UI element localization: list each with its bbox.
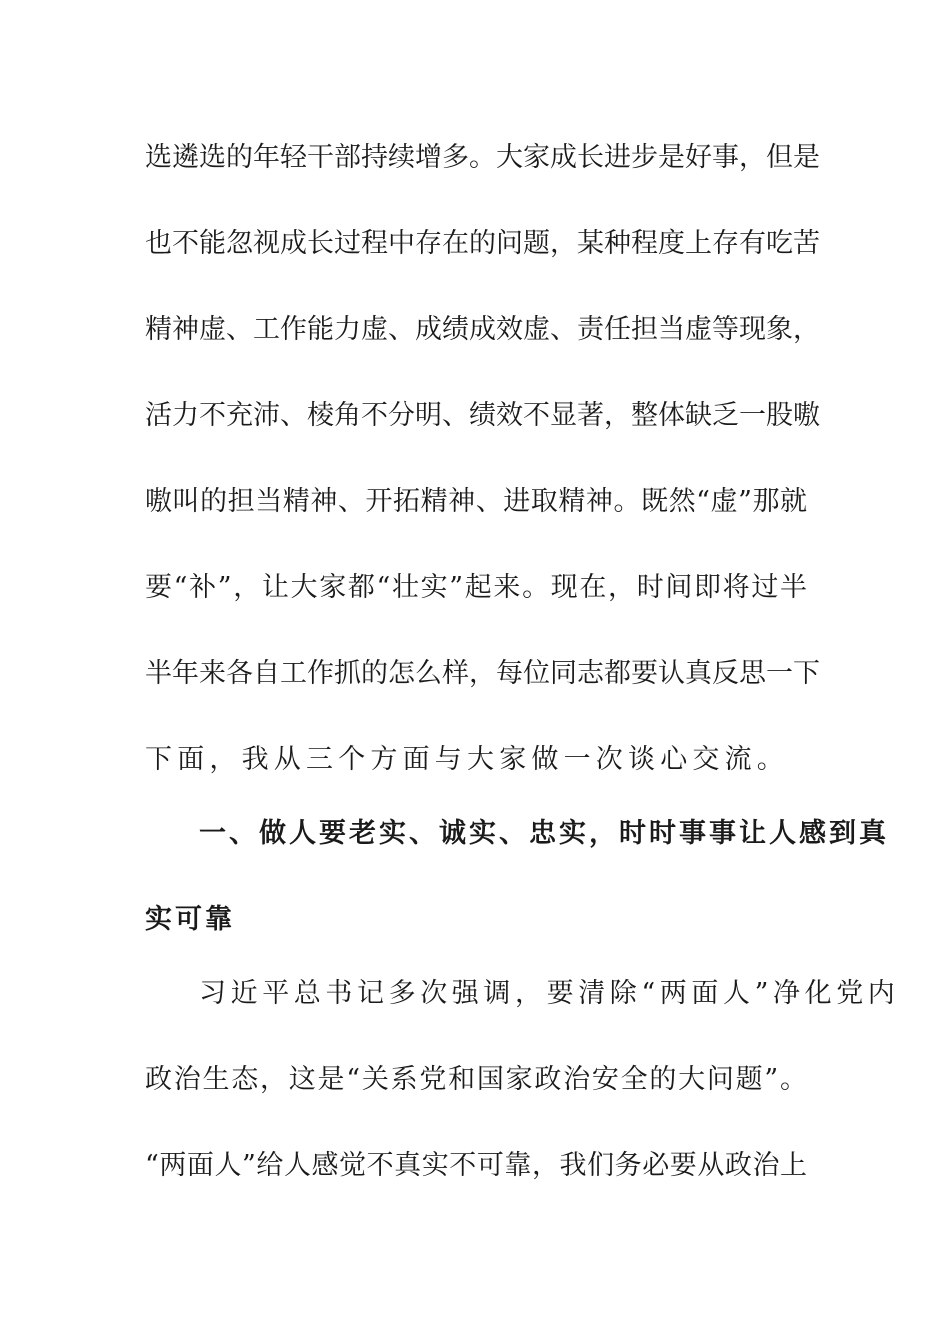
body-line-8: 下面，我从三个方面与大家做一次谈心交流。 [145, 744, 789, 775]
body-line-2: 也不能忽视成长过程中存在的问题，某种程度上存有吃苦 [145, 228, 820, 259]
body-line-7: 半年来各自工作抓的怎么样，每位同志都要认真反思一下 [145, 658, 820, 689]
para2-line-1: 习近平总书记多次强调，要清除“两面人”净化党内 [199, 978, 900, 1009]
para2-line-2: 政治生态，这是“关系党和国家政治安全的大问题”。 [145, 1064, 807, 1095]
section-heading-line-1: 一、做人要老实、诚实、忠实，时时事事让人感到真 [199, 818, 889, 849]
para2-line-3: “两面人”给人感觉不真实不可靠，我们务必要从政治上 [145, 1150, 807, 1181]
body-line-6: 要“补”，让大家都“壮实”起来。现在，时间即将过半 [145, 572, 807, 603]
body-line-4: 活力不充沛、棱角不分明、绩效不显著，整体缺乏一股嗷 [145, 400, 820, 431]
section-heading-line-2: 实可靠 [145, 904, 235, 935]
body-line-5: 嗷叫的担当精神、开拓精神、进取精神。既然“虚”那就 [145, 486, 807, 517]
body-line-3: 精神虚、工作能力虚、成绩成效虚、责任担当虚等现象， [145, 314, 820, 345]
body-line-1: 选遴选的年轻干部持续增多。大家成长进步是好事，但是 [145, 142, 820, 173]
